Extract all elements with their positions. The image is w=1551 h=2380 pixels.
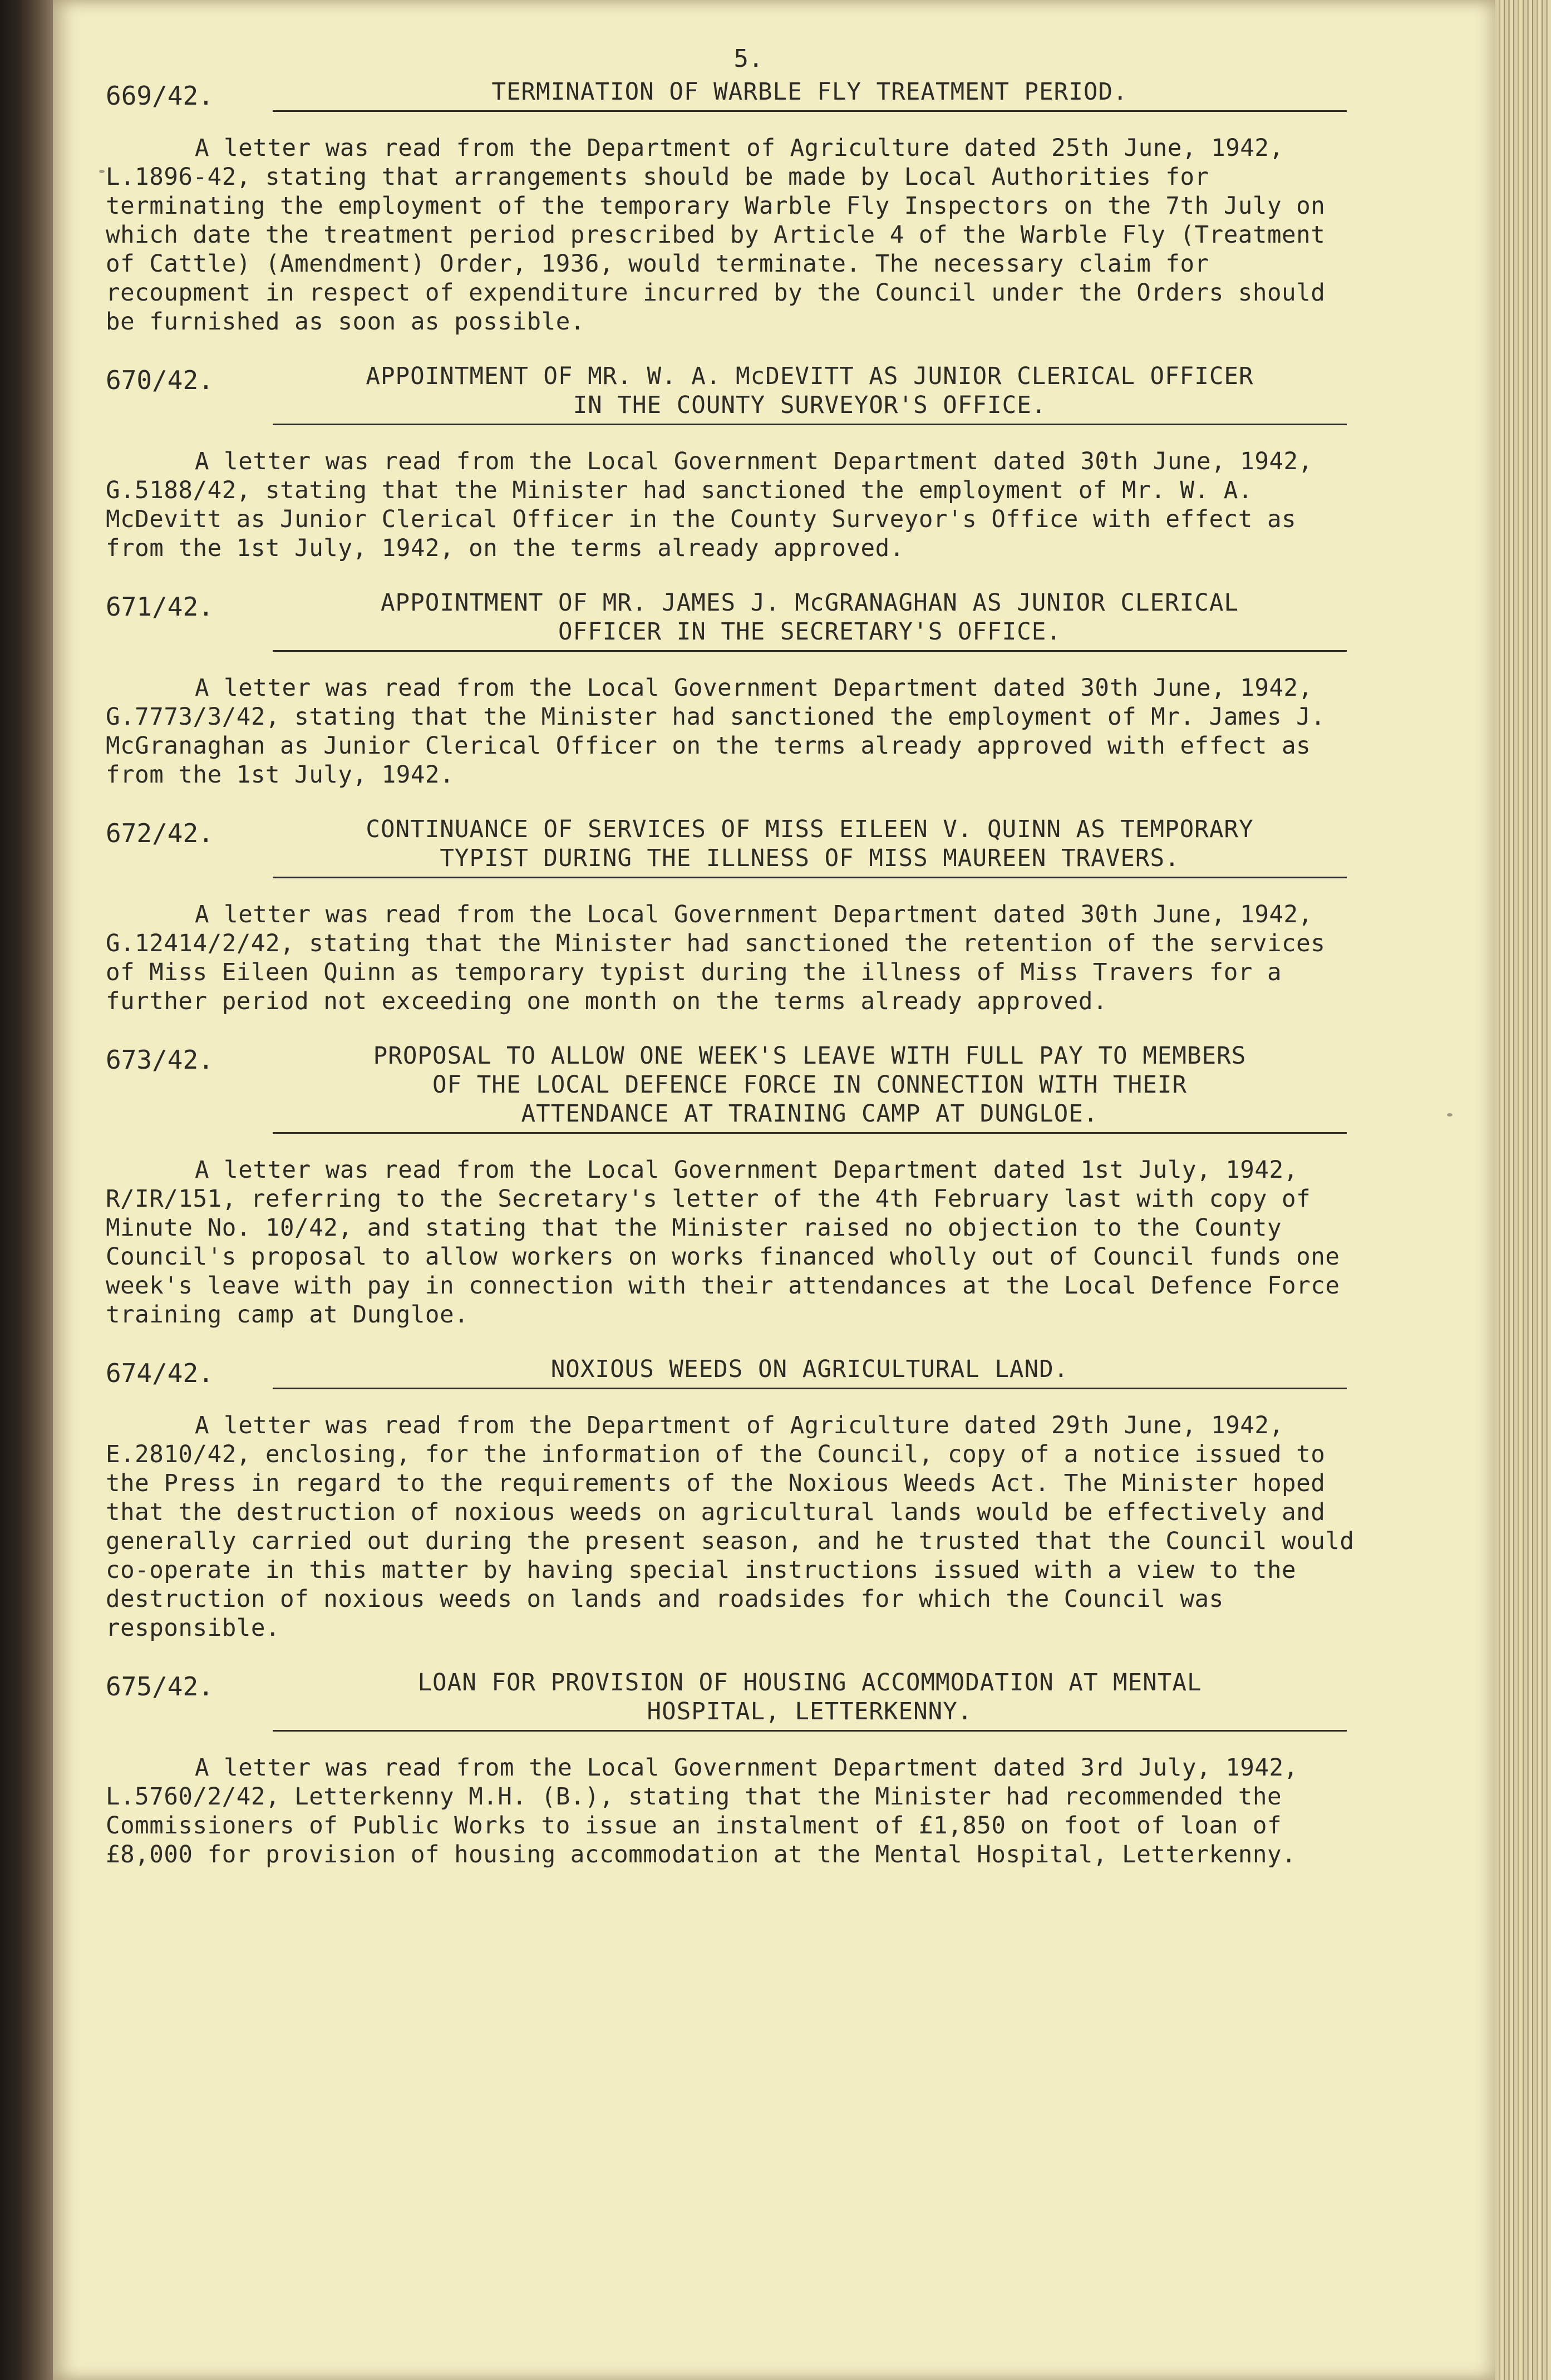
minute-number: 669/42. [106, 81, 214, 111]
minute-item [106, 362, 1358, 563]
minute-title-line: APPOINTMENT OF MR. JAMES J. McGRANAGHAN AS JUNIOR CLERICAL [380, 589, 1239, 617]
minute-title [273, 362, 1347, 425]
minute-number: 673/42. [106, 1045, 214, 1075]
minute-title [273, 78, 1347, 112]
minute-heading [106, 78, 1358, 112]
minute-heading [106, 815, 1358, 878]
minute-title-line: ATTENDANCE AT TRAINING CAMP AT DUNGLOE. [521, 1100, 1099, 1128]
minute-title-line: TYPIST DURING THE ILLNESS OF MISS MAUREEN TRAVERS. [440, 845, 1180, 872]
minute-number: 674/42. [106, 1358, 214, 1388]
minute-title-line: IN THE COUNTY SURVEYOR'S OFFICE. [573, 392, 1047, 419]
minute-title-line: CONTINUANCE OF SERVICES OF MISS EILEEN V. QUINN AS TEMPORARY [366, 816, 1254, 843]
margin-mark [1447, 1113, 1452, 1117]
minute-heading [106, 1355, 1358, 1389]
minute-number: 675/42. [106, 1671, 214, 1702]
minute-title-line: LOAN FOR PROVISION OF HOUSING ACCOMMODATION AT MENTAL [417, 1669, 1202, 1697]
minute-heading [106, 589, 1358, 652]
minute-item [106, 815, 1358, 1016]
page-edges [1495, 0, 1551, 2380]
minute-heading [106, 1042, 1358, 1134]
minute-title-line: HOSPITAL, LETTERKENNY. [647, 1698, 973, 1725]
minute-title-line: NOXIOUS WEEDS ON AGRICULTURAL LAND. [550, 1356, 1069, 1383]
minute-title [273, 589, 1347, 652]
page-number: 5. [733, 45, 764, 73]
minute-title-line: TERMINATION OF WARBLE FLY TREATMENT PERIOD. [491, 78, 1128, 106]
minute-heading [106, 362, 1358, 425]
minute-body: A letter was read from the Local Government Department dated 1st July, 1942, R/IR/151, referring to the Secretary's letter of the 4th February last with copy of Minute No. 10/42, and stating that the Minister raised no objection to the County Council's proposal to allow workers on works financed wholly out of Council funds one week's leave with pay in connection with their attendances at the Local Defence Force training camp at Dungloe. [106, 1157, 1340, 1329]
minute-body: A letter was read from the Local Government Department dated 30th June, 1942, G.12414/2/42, stating that the Minister had sanctioned the retention of the services of Miss Eileen Quinn as temporary typist during the illness of Miss Travers for a further period not exceeding one month on the terms already approved. [106, 901, 1326, 1015]
minute-item [106, 1669, 1358, 1870]
minute-heading [106, 1669, 1358, 1732]
minute-body: A letter was read from the Local Government Department dated 30th June, 1942, G.7773/3/42, stating that the Minister had sanctioned the employment of Mr. James J. McGranaghan as Junior Clerical Officer on the terms already approved with effect as from the 1st July, 1942. [106, 675, 1326, 789]
minute-number: 671/42. [106, 592, 214, 622]
minutes-content [106, 45, 1358, 1895]
minute-items [106, 78, 1358, 1870]
book-spine [0, 0, 53, 2380]
minute-title-line: APPOINTMENT OF MR. W. A. McDEVITT AS JUNIOR CLERICAL OFFICER [366, 363, 1254, 390]
minute-title-line: OFFICER IN THE SECRETARY'S OFFICE. [558, 618, 1061, 646]
minute-title [273, 1669, 1347, 1732]
minute-body: A letter was read from the Department of Agriculture dated 29th June, 1942, E.2810/42, enclosing, for the information of the Council, copy of a notice issued to the Press in regard to the requirements of the Noxious Weeds Act. The Minister hoped that the destruction of noxious weeds on agricultural lands would be effectively and generally carried out during the present season, and he trusted that the Council would co-operate in this matter by having special instructions issued with a view to the destruction of noxious weeds on lands and roadsides for which the Council was responsible. [106, 1412, 1355, 1642]
minute-item [106, 1355, 1358, 1643]
minute-title-line: OF THE LOCAL DEFENCE FORCE IN CONNECTION WITH THEIR [432, 1071, 1187, 1099]
minute-title [273, 815, 1347, 878]
minute-number: 670/42. [106, 365, 214, 395]
minute-number: 672/42. [106, 818, 214, 848]
minute-body: A letter was read from the Local Government Department dated 3rd July, 1942, L.5760/2/42, Letterkenny M.H. (B.), stating that the Minister had recommended the Commissioners of Public Works to issue an instalment of £1,850 on foot of loan of £8,000 for provision of housing accommodation at the Mental Hospital, Letterkenny. [106, 1754, 1298, 1868]
minute-body: A letter was read from the Local Government Department dated 30th June, 1942, G.5188/42, stating that the Minister had sanctioned the employment of Mr. W. A. McDevitt as Junior Clerical Officer in the County Surveyor's Office with effect as from the 1st July, 1942, on the terms already approved. [106, 448, 1313, 562]
minute-item [106, 589, 1358, 790]
margin-mark [99, 170, 105, 173]
minute-body: A letter was read from the Department of Agriculture dated 25th June, 1942, L.1896-42, stating that arrangements should be made by Local Authorities for terminating the employment of the temporary Warble Fly Inspectors on the 7th July on which date the treatment period prescribed by Article 4 of the Warble Fly (Treatment of Cattle) (Amendment) Order, 1936, would terminate. The necessary claim for recoupment in respect of expenditure incurred by the Council under the Orders should be furnished as soon as possible. [106, 135, 1326, 336]
minute-title [273, 1042, 1347, 1134]
minute-item [106, 1042, 1358, 1330]
minute-title [273, 1355, 1347, 1389]
minute-item [106, 78, 1358, 337]
minute-title-line: PROPOSAL TO ALLOW ONE WEEK'S LEAVE WITH FULL PAY TO MEMBERS [373, 1043, 1247, 1070]
